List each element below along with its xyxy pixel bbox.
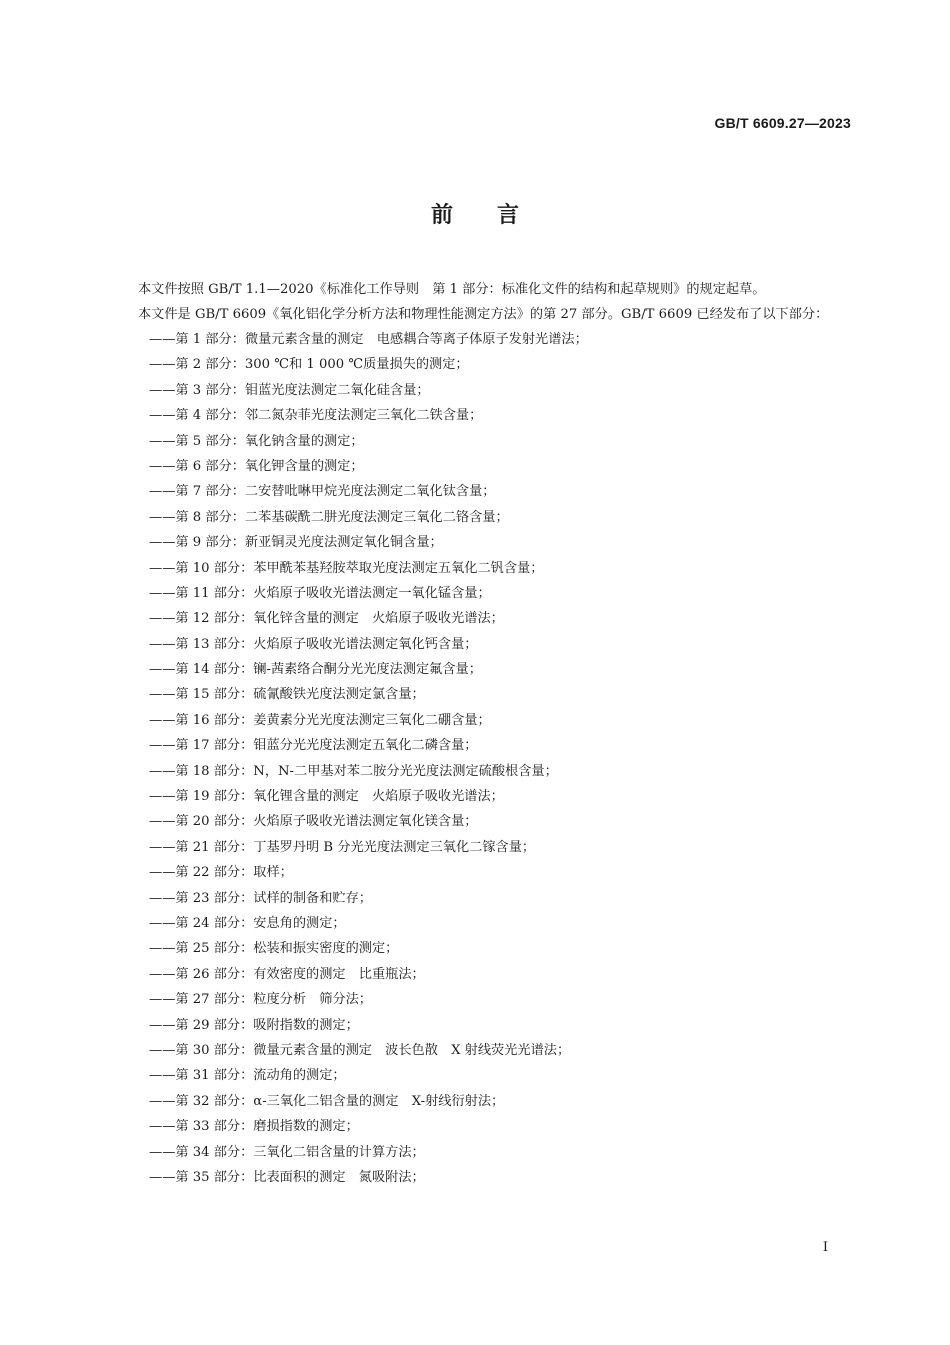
list-item: ——第 34 部分：三氧化二铝含量的计算方法；	[149, 1144, 425, 1160]
list-item: ——第 18 部分：N，N-二甲基对苯二胺分光光度法测定硫酸根含量；	[149, 763, 558, 779]
list-item: ——第 2 部分：300 ℃和 1 000 ℃质量损失的测定；	[149, 357, 469, 373]
list-item: ——第 31 部分：流动角的测定；	[149, 1068, 346, 1084]
list-item: ——第 11 部分：火焰原子吸收光谱法测定一氧化锰含量；	[149, 585, 491, 601]
document-body	[112, 277, 852, 1190]
list-item: ——第 21 部分：丁基罗丹明 B 分光光度法测定三氧化二镓含量；	[149, 839, 536, 855]
list-item: ——第 1 部分：微量元素含量的测定 电感耦合等离子体原子发射光谱法；	[149, 332, 588, 347]
list-item: ——第 9 部分：新亚铜灵光度法测定氧化铜含量；	[149, 535, 443, 551]
parts-list	[112, 327, 852, 1190]
list-item: ——第 30 部分：微量元素含量的测定 波长色散 X 射线荧光光谱法；	[149, 1042, 571, 1058]
list-item: ——第 27 部分：粒度分析 筛分法；	[149, 992, 372, 1008]
list-item: ——第 6 部分：氧化钾含量的测定；	[149, 458, 364, 474]
list-item: ——第 17 部分：钼蓝分光光度法测定五氧化二磷含量；	[149, 738, 478, 754]
list-item: ——第 35 部分：比表面积的测定 氮吸附法；	[149, 1169, 425, 1185]
list-item: ——第 12 部分：氧化锌含量的测定 火焰原子吸收光谱法；	[149, 611, 504, 627]
intro-paragraph: 本文件按照 GB/T 1.1—2020《标准化工作导则 第 1 部分：标准化文件的结构和起草规则》的规定起草。	[138, 282, 766, 297]
list-item: ——第 4 部分：邻二氮杂菲光度法测定三氧化二铁含量；	[149, 408, 483, 424]
scope-paragraph: 本文件是 GB/T 6609《氧化铝化学分析方法和物理性能测定方法》的第 27 部分。GB/T 6609 已经发布了以下部分：	[138, 307, 829, 322]
list-item: ——第 16 部分：姜黄素分光光度法测定三氧化二硼含量；	[149, 712, 491, 728]
list-item: ——第 29 部分：吸附指数的测定；	[149, 1017, 359, 1033]
page-number: I	[822, 1240, 828, 1255]
list-item: ——第 10 部分：苯甲酰苯基羟胺萃取光度法测定五氧化二钒含量；	[149, 560, 544, 576]
list-item: ——第 33 部分：磨损指数的测定；	[149, 1119, 359, 1135]
list-item: ——第 32 部分：α-三氧化二铝含量的测定 X-射线衍射法；	[149, 1093, 505, 1109]
list-item: ——第 5 部分：氧化钠含量的测定；	[149, 433, 364, 449]
list-item: ——第 22 部分：取样；	[149, 865, 293, 881]
list-item: ——第 23 部分：试样的制备和贮存；	[149, 890, 372, 906]
list-item: ——第 24 部分：安息角的测定；	[149, 915, 346, 931]
list-item: ——第 13 部分：火焰原子吸收光谱法测定氧化钙含量；	[149, 636, 478, 652]
list-item: ——第 20 部分：火焰原子吸收光谱法测定氧化镁含量；	[149, 814, 478, 830]
page-title: 前言	[430, 203, 563, 228]
standard-number: GB/T 6609.27—2023	[714, 115, 851, 131]
list-item: ——第 14 部分：镧-茜素络合酮分光光度法测定氟含量；	[149, 662, 482, 678]
list-item: ——第 15 部分：硫氰酸铁光度法测定氯含量；	[149, 687, 425, 703]
list-item: ——第 7 部分：二安替吡啉甲烷光度法测定二氧化钛含量；	[149, 484, 496, 500]
list-item: ——第 8 部分：二苯基碳酰二肼光度法测定三氧化二铬含量；	[149, 509, 509, 525]
list-item: ——第 19 部分：氧化锂含量的测定 火焰原子吸收光谱法；	[149, 789, 504, 805]
list-item: ——第 26 部分：有效密度的测定 比重瓶法；	[149, 966, 425, 982]
list-item: ——第 25 部分：松装和振实密度的测定；	[149, 941, 399, 957]
list-item: ——第 3 部分：钼蓝光度法测定二氧化硅含量；	[149, 382, 430, 398]
